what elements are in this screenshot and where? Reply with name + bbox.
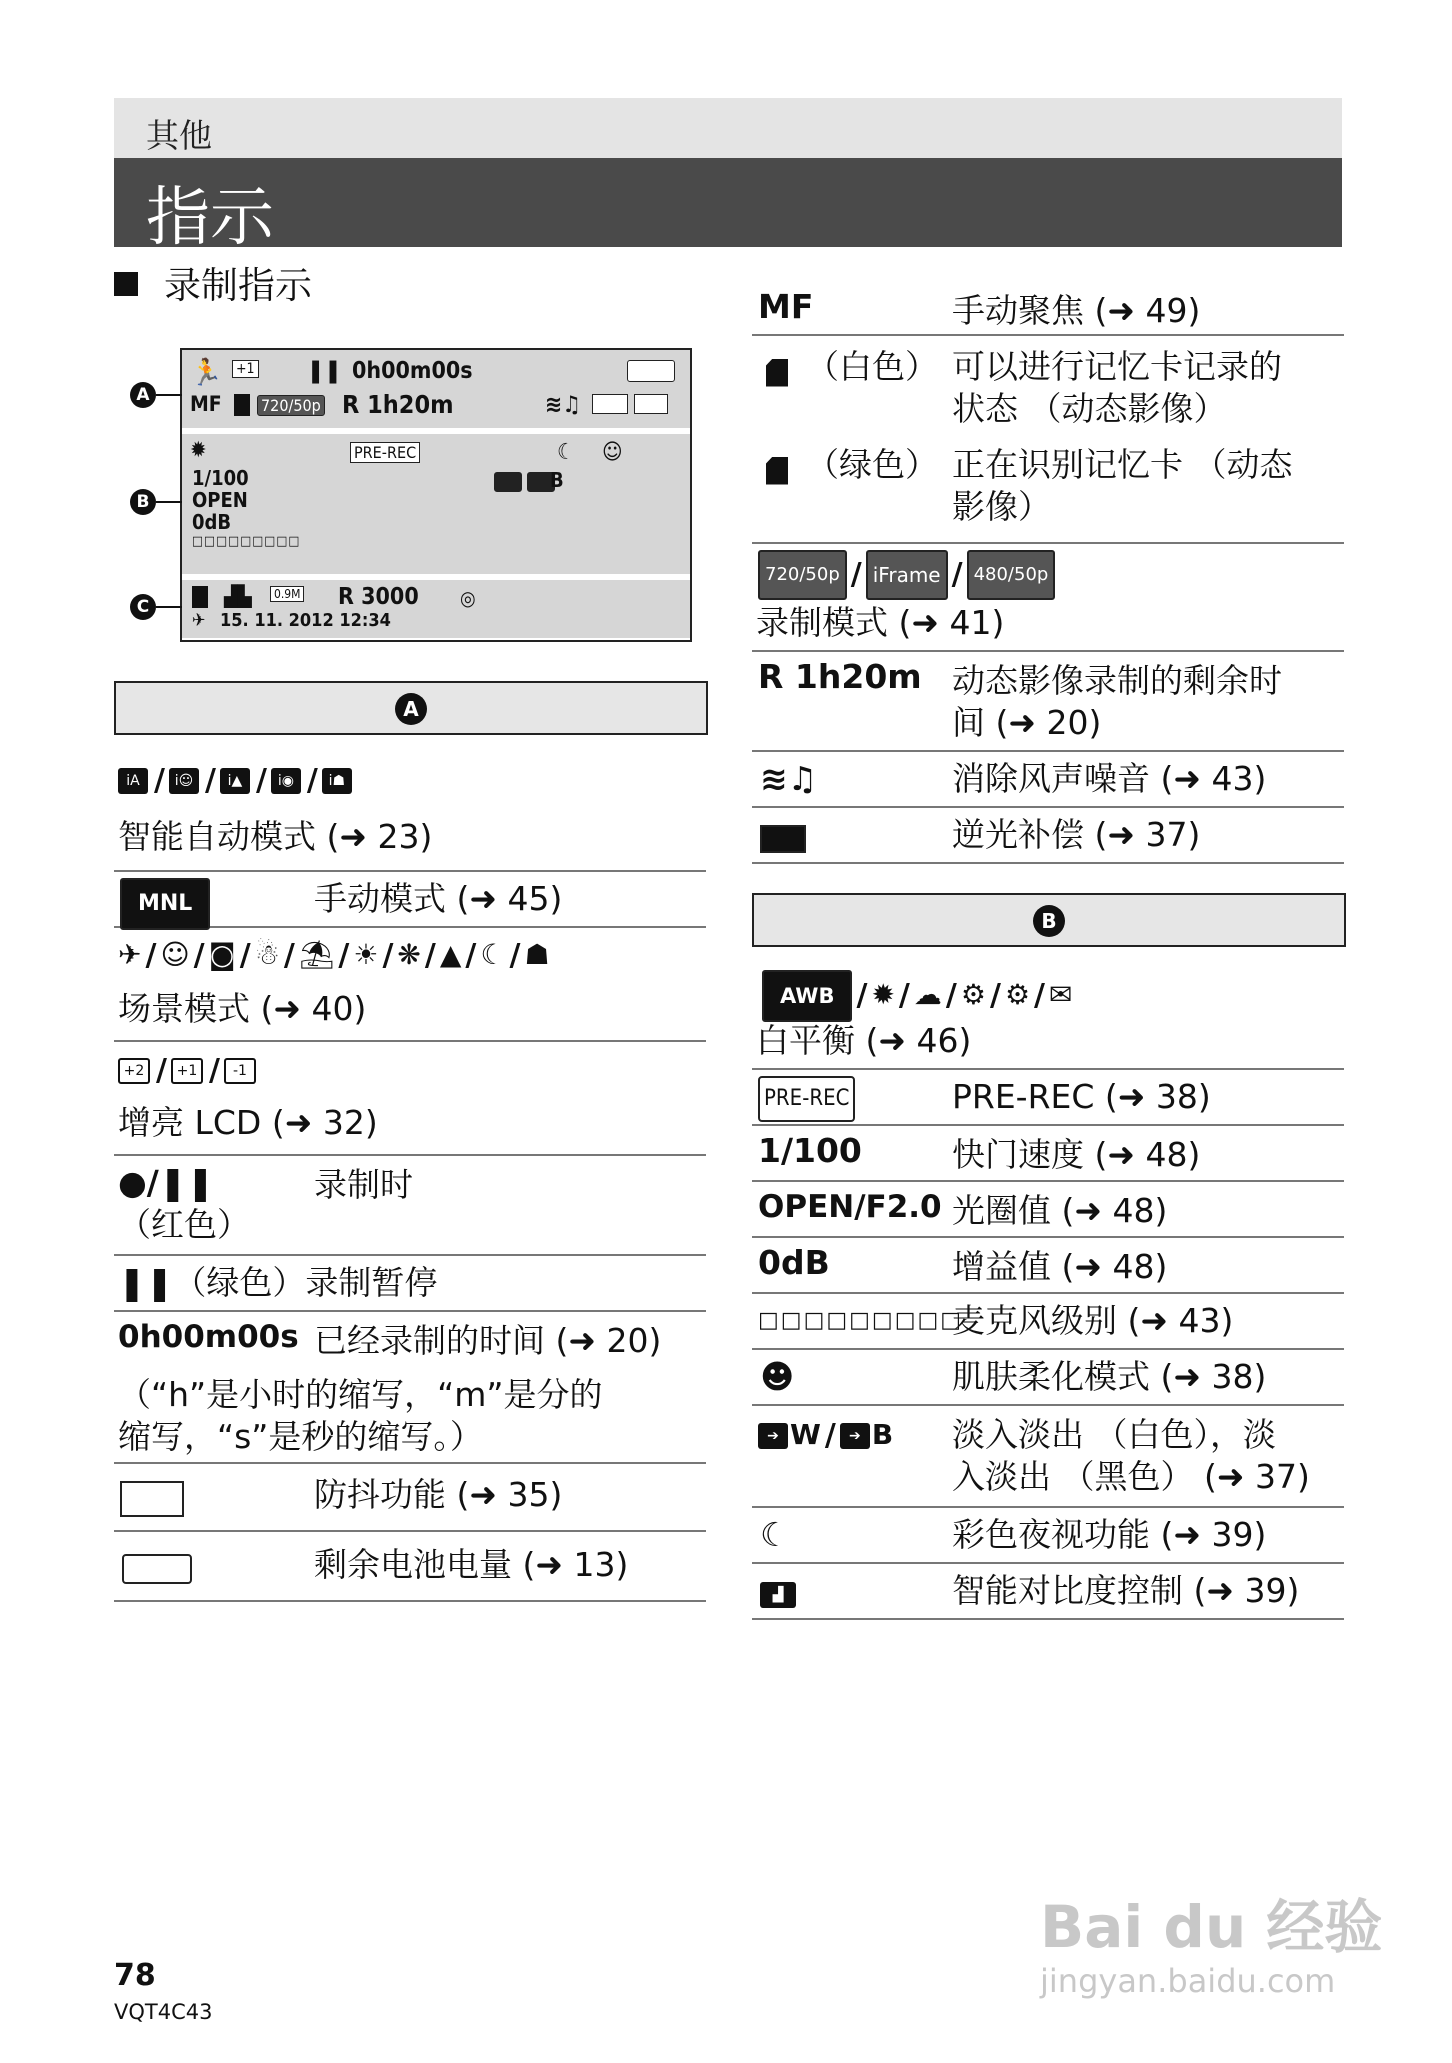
lcd-fade-b: B [550, 468, 564, 492]
mnl-row [114, 872, 706, 928]
title-bar [114, 158, 1342, 255]
sd-white-1: 可以进行记忆卡记录的 [952, 347, 1282, 386]
sd-card-icon-c [192, 586, 208, 608]
lcd-gain: 0dB [192, 510, 232, 534]
sd-white-2: 状态 （动态影像） [952, 389, 1227, 428]
skin-mode-icon: ☺ [602, 440, 623, 465]
fade-2: 入淡出 （黑色） (➜ 37) [952, 1457, 1310, 1496]
rec-row [114, 1156, 706, 1256]
remain-2: 间 (➜ 20) [952, 703, 1102, 742]
shutter-row [752, 1126, 1344, 1182]
prerec-key: PRE-REC [758, 1076, 855, 1122]
night-row [752, 1508, 1344, 1564]
wind-cut-icon-r: ≋♫ [760, 759, 818, 798]
shutter-label: 快门速度 (➜ 48) [952, 1135, 1201, 1174]
scene-icons: ✈ / ☺ / ◙ / ☃ / ⛱ / ☀ / ❋ / ▲ / ☾ / ☗ [118, 938, 550, 973]
wb-row [752, 962, 1344, 1070]
page-title: 指示 [146, 181, 274, 255]
callout-line-a [156, 394, 182, 396]
elapsed-row [114, 1312, 706, 1464]
scene-row [114, 928, 706, 1042]
night-label: 彩色夜视功能 (➜ 39) [952, 1515, 1267, 1554]
ois-label: 防抖功能 (➜ 35) [314, 1475, 563, 1514]
mic-row [752, 1294, 1344, 1350]
elapsed-label: 已经录制的时间 (➜ 20) [314, 1321, 662, 1360]
pause-color: （绿色） [173, 1263, 306, 1302]
rec-label: 录制时 [314, 1165, 413, 1204]
mf-key: MF [758, 287, 814, 326]
scene-label: 场景模式 (➜ 40) [118, 989, 367, 1028]
fade-black-icon: ➔ [840, 1423, 870, 1449]
callout-line-b [156, 501, 182, 503]
manual-code: VQT4C43 [114, 2000, 213, 2024]
iris-label: 光圈值 (➜ 48) [952, 1191, 1168, 1230]
callout-b: B [130, 489, 156, 515]
fade-white-icon: ➔ [758, 1423, 788, 1449]
pause-label: 录制暂停 [305, 1263, 438, 1302]
iris-key: OPEN/F2.0 [758, 1189, 942, 1225]
quality-icon: ▟▙ [224, 584, 252, 608]
lcd-mic-level: □□□□□□□□□ [192, 534, 301, 549]
rec-icon: ●/❚❚ [118, 1163, 215, 1202]
watermark-url: jingyan.baidu.com [1040, 1962, 1336, 2000]
fade-1: 淡入淡出 （白色），淡 [952, 1415, 1276, 1454]
sd-row [752, 336, 1344, 544]
lcd-plus1-icon: +1 [171, 1058, 203, 1084]
mic-key: □□□□□□□□□ [758, 1308, 964, 1333]
lcd-minus1-icon: -1 [224, 1058, 256, 1084]
wind-row [752, 752, 1344, 808]
backlight-row [752, 808, 1344, 864]
lcd-bright-row: +2 / +1 / -1 增亮 LCD (➜ 32) [114, 1042, 706, 1156]
sd-card-icon [234, 394, 250, 416]
gain-key: 0dB [758, 1243, 830, 1282]
shutter-key: 1/100 [758, 1131, 862, 1170]
skin-label: 肌肤柔化模式 (➜ 38) [952, 1357, 1267, 1396]
remain-row [752, 652, 1344, 752]
lcd-bright-label: 增亮 LCD (➜ 32) [118, 1103, 378, 1142]
ia-spotlight-icon: i◉ [271, 768, 301, 794]
section-title: 录制指示 [114, 255, 312, 309]
mode-720-badge: 720/50p [758, 550, 847, 600]
square-bullet-icon [114, 272, 138, 296]
chapter-bar [114, 98, 1342, 158]
wind-cut-icon: ≋♫ [545, 392, 581, 418]
lcd-plus2-icon: +2 [118, 1058, 150, 1084]
elapsed-note-1: （“h”是小时的缩写，“m”是分的 [118, 1375, 603, 1414]
sd-green-2: 影像） [952, 487, 1051, 526]
elapsed-note-2: 缩写，“s”是秒的缩写。） [118, 1417, 483, 1456]
backlight-label: 逆光补偿 (➜ 37) [952, 815, 1201, 854]
sd-white-icon [766, 359, 788, 387]
scene-sport-icon: 🏃 [190, 358, 223, 388]
page-number: 78 [114, 1958, 156, 1993]
sd-white-color: （白色） [806, 347, 938, 386]
fade-row: ➔ W / ➔ B 淡入淡出 （白色），淡 入淡出 （黑色） (➜ 37) [752, 1406, 1344, 1508]
ia-scenery-icon: i▲ [220, 768, 250, 794]
contrast-icon-r: ▟ [760, 1582, 796, 1608]
backlight-icon [634, 394, 668, 414]
remain-key: R 1h20m [758, 657, 922, 696]
mode-480-badge: 480/50p [967, 550, 1056, 600]
gain-row [752, 1238, 1344, 1294]
mf-label: 手动聚焦 (➜ 49) [952, 291, 1201, 330]
contrast-label: 智能对比度控制 (➜ 39) [952, 1571, 1300, 1610]
mode-row: 720/50p / iFrame / 480/50p 录制模式 (➜ 41) [752, 544, 1344, 652]
iris-row [752, 1182, 1344, 1238]
elapsed-key: 0h00m00s [118, 1319, 299, 1355]
ois-row [114, 1464, 706, 1532]
lcd-mode-badge: 720/50p [257, 395, 325, 416]
fade-b: B [871, 1418, 894, 1451]
battery-row [114, 1532, 706, 1602]
wb-icons: AWB / ✹ / ☁ / ⚙ / ⚙ / ✉ [762, 970, 1072, 1022]
sd-green-1: 正在识别记忆卡 （动态 [952, 445, 1293, 484]
contrast-row [752, 1564, 1344, 1620]
mnl-badge: MNL [120, 878, 210, 930]
sd-green-color: （绿色） [806, 445, 938, 484]
mf-row [752, 282, 1344, 336]
mic-label: 麦克风级别 (➜ 43) [952, 1301, 1234, 1340]
battery-label: 剩余电池电量 (➜ 13) [314, 1545, 629, 1584]
mode-label: 录制模式 (➜ 41) [756, 603, 1005, 642]
skin-row [752, 1350, 1344, 1406]
wind-label: 消除风声噪音 (➜ 43) [952, 759, 1267, 798]
prerec-row [752, 1070, 1344, 1126]
lcd-mf: MF [190, 392, 222, 416]
mode-iframe-badge: iFrame [866, 550, 948, 600]
lcd-size: 0.9M [270, 586, 304, 602]
prerec-label: PRE-REC (➜ 38) [952, 1077, 1211, 1116]
travel-icon: ✈ [192, 610, 206, 631]
white-balance-sun-icon: ✹ [190, 438, 207, 463]
ia-portrait-icon: i☺ [169, 768, 199, 794]
pause-icon: ❚❚ [307, 358, 342, 384]
remain-1: 动态影像录制的剩余时 [952, 661, 1282, 700]
lcd-datetime: 15. 11. 2012 12:34 [220, 610, 391, 631]
fade-w: W [790, 1418, 821, 1451]
pause-row [114, 1256, 706, 1312]
lcd-remaining: R 1h20m [342, 390, 454, 419]
battery-level-icon [122, 1554, 192, 1584]
ia-lowlight-icon: i☗ [322, 768, 352, 794]
lcd-prerec: PRE-REC [350, 442, 420, 463]
battery-icon [627, 360, 675, 382]
callout-line-c [156, 606, 182, 608]
lcd-display-diagram [180, 348, 692, 642]
backlight-icon-r [760, 825, 806, 853]
banner-a: A [114, 681, 708, 735]
callout-c: C [130, 594, 156, 620]
wb-label: 白平衡 (➜ 46) [756, 1021, 972, 1060]
watermark-logo: Bai du 经验 [1040, 1893, 1383, 1961]
callout-a: A [130, 382, 156, 408]
lcd-time: 0h00m00s [352, 358, 473, 384]
lcd-brightness-icon: +1 [232, 360, 259, 378]
camera-icon: ◎ [460, 586, 476, 610]
lcd-photo-remaining: R 3000 [338, 584, 419, 610]
lcd-shutter: 1/100 [192, 466, 249, 490]
ois-hand-icon [120, 1481, 184, 1517]
banner-b: B [752, 893, 1346, 947]
ia-icon: iA [118, 768, 148, 794]
pause-icon-left: ❚❚ [118, 1263, 174, 1302]
sd-green-icon [766, 457, 788, 485]
contrast-icon [494, 472, 522, 492]
night-icon-r: ☾ [760, 1515, 790, 1554]
skin-mode-icon-r: ☻ [760, 1357, 795, 1396]
rec-color: （红色） [118, 1205, 250, 1244]
ia-icons: iA / i☺ / i▲ / i◉ / i☗ [118, 758, 354, 802]
ia-row [114, 750, 706, 872]
ia-label: 智能自动模式 (➜ 23) [118, 817, 433, 856]
mnl-label: 手动模式 (➜ 45) [314, 879, 563, 918]
chapter-label: 其他 [146, 116, 212, 155]
ois-icon [592, 394, 628, 414]
awb-badge: AWB [762, 970, 852, 1022]
lcd-iris: OPEN [192, 488, 248, 512]
night-mode-icon: ☾ [557, 440, 575, 465]
gain-label: 增益值 (➜ 48) [952, 1247, 1168, 1286]
